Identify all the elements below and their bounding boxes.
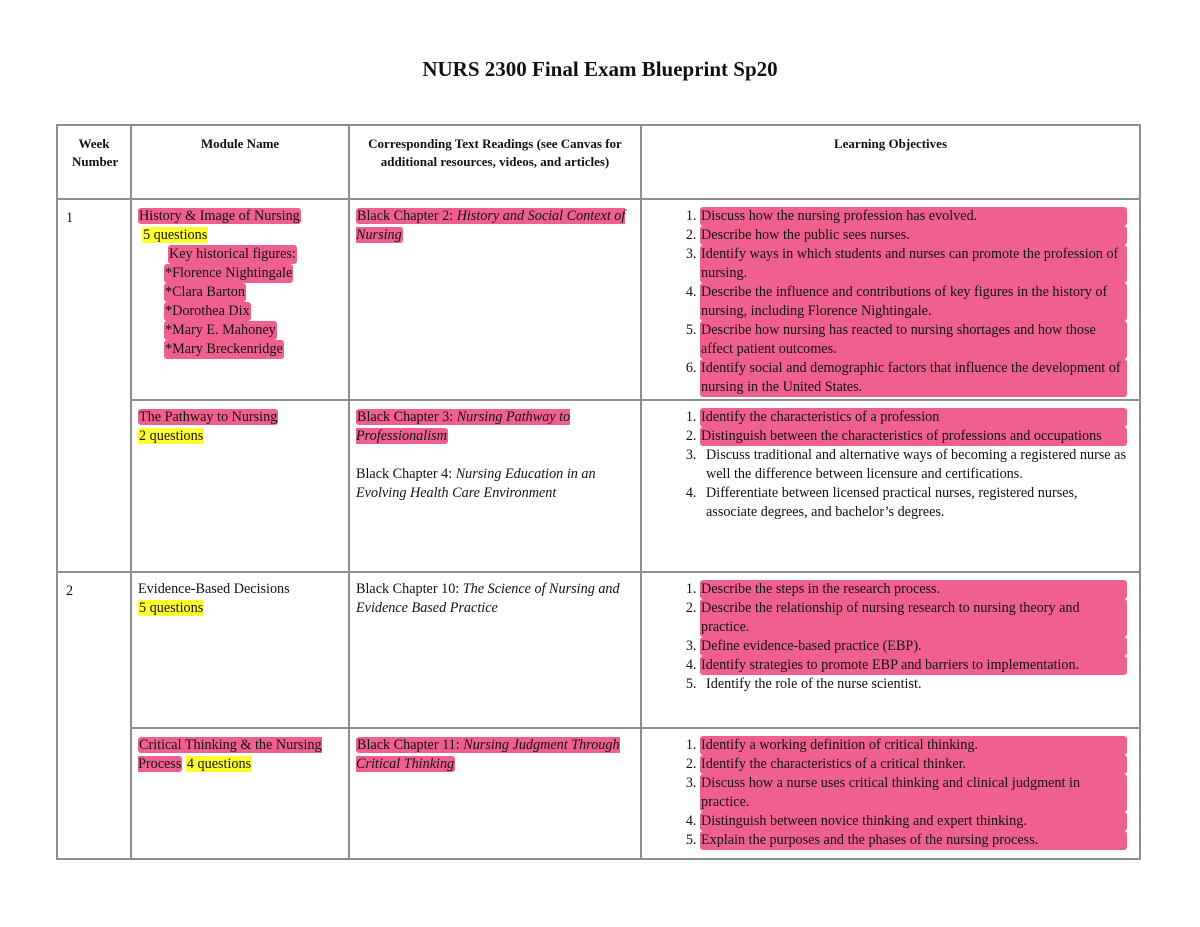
week-number: 1 [57, 199, 131, 572]
objective-item: 4. Identify strategies to promote EBP and barriers to implementation. [700, 656, 1127, 675]
module-name: The Pathway to Nursing [139, 409, 278, 425]
reading-item [356, 581, 620, 616]
objective-item: 5. Describe how nursing has reacted to nursing shortages and how those affect patient outcomes. [700, 321, 1127, 359]
header-readings: Corresponding Text Readings (see Canvas for additional resources, videos, and articles) [349, 125, 641, 199]
objective-item: 3. Discuss how a nurse uses critical thinking and clinical judgment in practice. [700, 774, 1127, 812]
header-module: Module Name [131, 125, 349, 199]
reading-chapter: Black Chapter 11: [357, 737, 464, 753]
objectives-list [672, 207, 1127, 397]
page-title: NURS 2300 Final Exam Blueprint Sp20 [422, 57, 778, 81]
question-count: 5 questions [143, 227, 208, 243]
module-name: Critical Thinking & the Nursing Process [138, 737, 322, 772]
objectives-cell [641, 728, 1140, 859]
reading-chapter: Black Chapter 4: [356, 466, 456, 482]
objective-item: 2. Identify the characteristics of a critical thinker. [700, 755, 1127, 774]
module-name: History & Image of Nursing [139, 208, 300, 224]
objective-item: 2. Distinguish between the characteristics of professions and occupations [700, 427, 1127, 446]
reading-item [356, 409, 570, 444]
reading-chapter: Black Chapter 10: [356, 581, 463, 597]
key-figures [138, 245, 342, 359]
blueprint-table [56, 124, 1141, 860]
objectives-list [672, 408, 1127, 522]
objective-item: 5. Identify the role of the nurse scientist. [700, 675, 1127, 694]
objective-item: 3. Discuss traditional and alternative ways of becoming a registered nurse as well the difference between licensure and certifications. [700, 446, 1127, 484]
question-count: 4 questions [186, 756, 252, 772]
objective-item: 2. Describe the relationship of nursing research to nursing theory and practice. [700, 599, 1127, 637]
table-row [57, 728, 1140, 859]
reading-title: Nursing Pathway to Professionalism [356, 409, 571, 444]
objectives-list [672, 736, 1127, 850]
objective-item: 5. Explain the purposes and the phases of the nursing process. [700, 831, 1127, 850]
objective-item: 1. Discuss how the nursing profession has evolved. [700, 207, 1127, 226]
module-name: Evidence-Based Decisions [138, 581, 290, 597]
module-cell [131, 572, 349, 728]
objective-item: 1. Identify the characteristics of a profession [700, 408, 1127, 427]
readings-cell [349, 199, 641, 400]
readings-cell [349, 572, 641, 728]
reading-item [356, 466, 596, 501]
module-cell [131, 728, 349, 859]
objective-item: 3. Define evidence-based practice (EBP). [700, 637, 1127, 656]
question-count: 2 questions [139, 428, 204, 444]
objectives-cell [641, 572, 1140, 728]
objective-item: 4. Describe the influence and contributions of key figures in the history of nursing, including Florence Nightingale. [700, 283, 1127, 321]
objectives-cell [641, 199, 1140, 400]
question-count: 5 questions [139, 600, 204, 616]
figure-item: *Mary E. Mahoney [165, 322, 276, 338]
reading-title: The Science of Nursing and Evidence Based Practice [356, 581, 620, 616]
header-week: Week Number [57, 125, 131, 199]
reading-chapter: Black Chapter 2: [357, 208, 457, 224]
header-objectives: Learning Objectives [641, 125, 1140, 199]
table-row [57, 400, 1140, 572]
figure-item: *Florence Nightingale [165, 265, 293, 281]
objective-item: 6. Identify social and demographic factors that influence the development of nursing in the United States. [700, 359, 1127, 397]
reading-title: History and Social Context of Nursing [356, 208, 626, 243]
module-cell [131, 400, 349, 572]
readings-cell [349, 400, 641, 572]
figures-heading: Key historical figures: [169, 246, 296, 262]
reading-item [356, 737, 620, 772]
reading-item [356, 208, 625, 243]
objectives-list [672, 580, 1127, 694]
week-number: 2 [57, 572, 131, 859]
readings-cell [349, 728, 641, 859]
reading-title: Nursing Education in an Evolving Health Care Environment [356, 466, 596, 501]
objective-item: 2. Describe how the public sees nurses. [700, 226, 1127, 245]
figure-item: *Mary Breckenridge [165, 341, 283, 357]
reading-title: Nursing Judgment Through Critical Thinking [356, 737, 620, 772]
table-row [57, 199, 1140, 400]
reading-chapter: Black Chapter 3: [357, 409, 457, 425]
objectives-cell [641, 400, 1140, 572]
objective-item: 4. Differentiate between licensed practical nurses, registered nurses, associate degrees, and bachelor’s degrees. [700, 484, 1127, 522]
objective-item: 1. Identify a working definition of critical thinking. [700, 736, 1127, 755]
objective-item: 1. Describe the steps in the research process. [700, 580, 1127, 599]
header-row [57, 125, 1140, 199]
objective-item: 3. Identify ways in which students and nurses can promote the profession of nursing. [700, 245, 1127, 283]
figure-item: *Clara Barton [165, 284, 245, 300]
module-cell [131, 199, 349, 400]
figure-item: *Dorothea Dix [165, 303, 250, 319]
objective-item: 4. Distinguish between novice thinking and expert thinking. [700, 812, 1127, 831]
table-row [57, 572, 1140, 728]
